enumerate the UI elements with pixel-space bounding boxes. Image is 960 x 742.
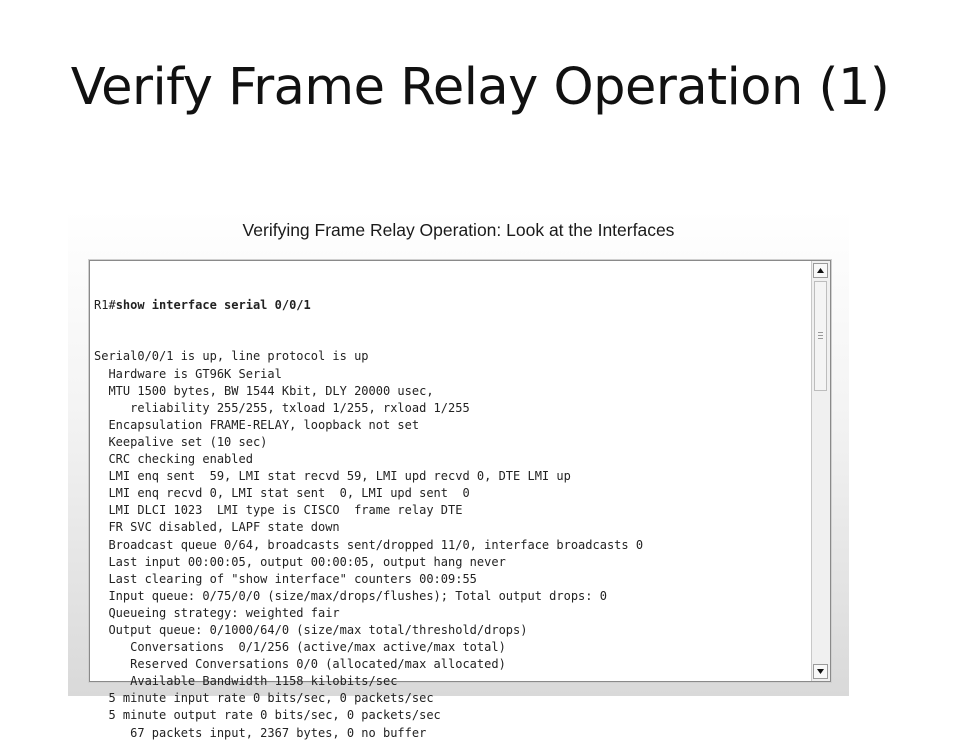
scroll-thumb[interactable] <box>814 281 827 391</box>
command-line <box>94 297 804 314</box>
terminal-line: Reserved Conversations 0/0 (allocated/max allocated) <box>94 657 506 672</box>
terminal-line: Queueing strategy: weighted fair <box>94 605 340 620</box>
terminal-line: Last input 00:00:05, output 00:00:05, output hang never <box>94 554 506 569</box>
terminal-line: LMI enq recvd 0, LMI stat sent 0, LMI upd sent 0 <box>94 486 470 501</box>
terminal-line: 5 minute output rate 0 bits/sec, 0 packets/sec <box>94 708 441 723</box>
terminal-line: reliability 255/255, txload 1/255, rxload 1/255 <box>94 400 470 415</box>
slide-title: Verify Frame Relay Operation (1) <box>70 58 890 117</box>
grip-icon <box>818 332 823 341</box>
command-text: show interface serial 0/0/1 <box>115 298 311 313</box>
terminal-window[interactable] <box>89 260 831 740</box>
terminal-line: FR SVC disabled, LAPF state down <box>94 520 340 535</box>
terminal-line: 67 packets input, 2367 bytes, 0 no buffer <box>94 725 427 740</box>
terminal-line: Encapsulation FRAME-RELAY, loopback not set <box>94 417 420 432</box>
terminal-line: Output queue: 0/1000/64/0 (size/max total/threshold/drops) <box>94 622 528 637</box>
vertical-scrollbar[interactable] <box>811 261 830 681</box>
terminal-line: LMI DLCI 1023 LMI type is CISCO frame relay DTE <box>94 503 463 518</box>
prompt: R1# <box>94 298 116 313</box>
terminal-line: Available Bandwidth 1158 kilobits/sec <box>94 674 398 689</box>
scroll-down-button[interactable] <box>813 664 828 679</box>
terminal-line: Last clearing of "show interface" counters 00:09:55 <box>94 571 477 586</box>
arrow-down-icon <box>817 669 824 674</box>
terminal-line: Input queue: 0/75/0/0 (size/max/drops/flushes); Total output drops: 0 <box>94 588 607 603</box>
terminal-line: 5 minute input rate 0 bits/sec, 0 packets/sec <box>94 691 434 706</box>
terminal-line: Conversations 0/1/256 (active/max active/max total) <box>94 640 506 655</box>
terminal-line: CRC checking enabled <box>94 452 253 467</box>
terminal-output <box>94 263 804 740</box>
scroll-up-button[interactable] <box>813 263 828 278</box>
terminal-line: Hardware is GT96K Serial <box>94 366 282 381</box>
terminal-line: LMI enq sent 59, LMI stat recvd 59, LMI upd recvd 0, DTE LMI up <box>94 469 571 484</box>
terminal-line: MTU 1500 bytes, BW 1544 Kbit, DLY 20000 usec, <box>94 383 434 398</box>
figure-title: Verifying Frame Relay Operation: Look at the Interfaces <box>242 220 675 240</box>
terminal-line: Keepalive set (10 sec) <box>94 434 268 449</box>
terminal-line: Broadcast queue 0/64, broadcasts sent/dropped 11/0, interface broadcasts 0 <box>94 537 644 552</box>
arrow-up-icon <box>817 268 824 273</box>
terminal-line: Serial0/0/1 is up, line protocol is up <box>94 349 369 364</box>
